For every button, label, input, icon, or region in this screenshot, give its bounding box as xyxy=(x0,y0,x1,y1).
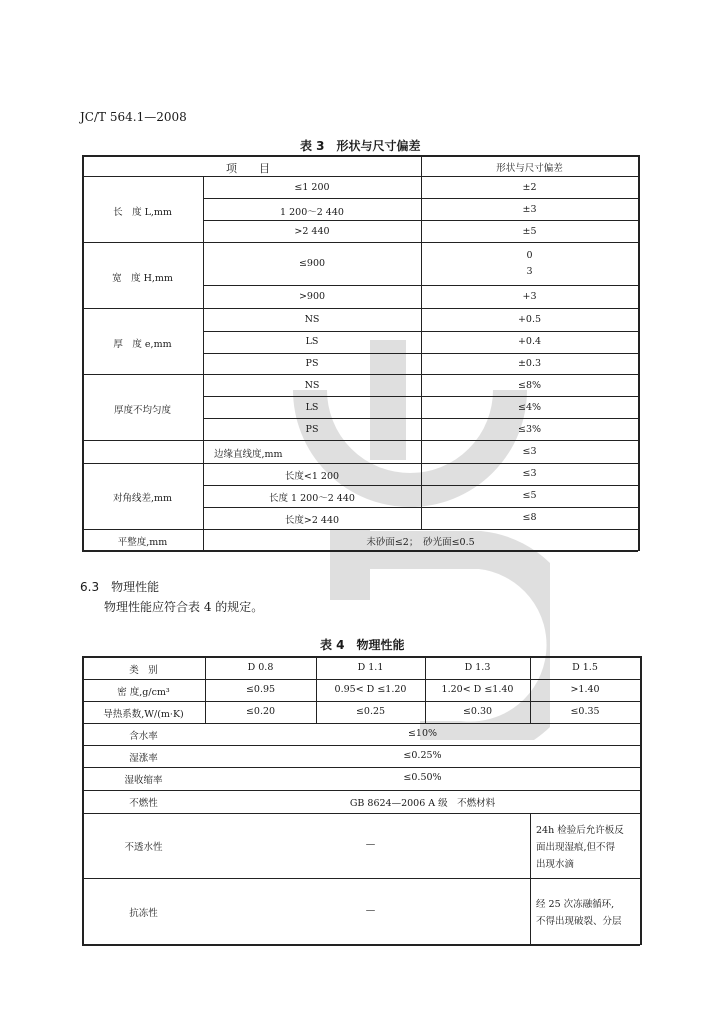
thermal-d11: ≤0.25 xyxy=(355,706,386,717)
diagonal-r2-value: ≤5 xyxy=(522,490,537,501)
nonflammable-label: 不燃性 xyxy=(129,798,158,809)
width-r1-value-top: 0 xyxy=(526,250,533,261)
edge-value: ≤3 xyxy=(522,446,537,457)
table3-head-dev: 形状与尺寸偏差 xyxy=(496,163,563,174)
uneven-ps: PS xyxy=(305,424,319,435)
table4-head-d13: D 1.3 xyxy=(464,662,491,673)
density-d08: ≤0.95 xyxy=(245,684,276,695)
frost-req-1: 经 25 次冻融循环, xyxy=(536,899,615,910)
thickness-ps-value: ±0.3 xyxy=(517,358,542,369)
diagonal-label: 对角线差,mm xyxy=(112,493,173,504)
impermeability-req-3: 出现水滴 xyxy=(536,859,575,870)
length-r3: >2 440 xyxy=(294,226,330,237)
section-heading: 6.3 物理性能 xyxy=(80,580,160,594)
length-r3-value: ±5 xyxy=(522,226,537,237)
thermal-d13: ≤0.30 xyxy=(462,706,493,717)
density-d13: 1.20< D ≤1.40 xyxy=(441,684,514,695)
table4-head-category: 类 别 xyxy=(129,665,158,676)
uneven-ls: LS xyxy=(305,402,319,413)
table4-title: 表 4 物理性能 xyxy=(320,638,405,652)
moisture-label: 含水率 xyxy=(129,731,158,742)
thickness-ls: LS xyxy=(305,336,319,347)
thickness-ls-value: +0.4 xyxy=(517,336,542,347)
frost-req-2: 不得出现破裂、分层 xyxy=(536,916,622,927)
thermal-label: 导热系数,W/(m·K) xyxy=(103,709,184,720)
flatness-value: 未砂面≤2； 砂光面≤0.5 xyxy=(366,537,475,548)
thermal-d08: ≤0.20 xyxy=(245,706,276,717)
diagonal-r1-value: ≤3 xyxy=(522,468,537,479)
thickness-ns: NS xyxy=(304,314,320,325)
width-label: 宽 度 H,mm xyxy=(112,273,173,284)
thickness-ns-value: +0.5 xyxy=(517,314,542,325)
density-d15: >1.40 xyxy=(570,684,600,695)
section-body: 物理性能应符合表 4 的规定。 xyxy=(104,600,264,614)
diagonal-r2: 长度 1 200～2 440 xyxy=(269,493,355,504)
length-r2-value: ±3 xyxy=(522,204,537,215)
thermal-d15: ≤0.35 xyxy=(570,706,600,717)
wet-expansion-label: 湿涨率 xyxy=(129,753,158,764)
length-r1-value: ±2 xyxy=(522,182,537,193)
impermeability-req-1: 24h 检验后允许板反 xyxy=(536,825,624,836)
standard-id: JC/T 564.1—2008 xyxy=(80,110,187,124)
edge-label: 边缘直线度,mm xyxy=(214,449,283,460)
impermeability-req-2: 面出现湿痕,但不得 xyxy=(536,842,616,853)
thickness-ps: PS xyxy=(305,358,319,369)
table4-head-d15: D 1.5 xyxy=(572,662,598,673)
table3-head-item: 项 目 xyxy=(226,162,270,175)
uneven-ns-value: ≤8% xyxy=(517,380,542,391)
width-r2-value: +3 xyxy=(522,291,537,302)
uneven-ns: NS xyxy=(304,380,320,391)
diagonal-r3: 长度>2 440 xyxy=(284,515,340,526)
wet-expansion-value: ≤0.25% xyxy=(403,750,442,761)
shrinkage-value: ≤0.50% xyxy=(403,772,442,783)
frost-label: 抗冻性 xyxy=(129,908,158,919)
width-r1-value-bottom: 3 xyxy=(526,266,533,277)
width-r1: ≤900 xyxy=(298,258,326,269)
diagonal-r3-value: ≤8 xyxy=(522,512,537,523)
shrinkage-label: 湿收缩率 xyxy=(124,775,163,786)
thickness-label: 厚 度 e,mm xyxy=(113,339,172,350)
moisture-value: ≤10% xyxy=(407,728,438,739)
density-label: 密 度,g/cm³ xyxy=(117,687,170,698)
density-d11: 0.95< D ≤1.20 xyxy=(334,684,407,695)
impermeability-label: 不透水性 xyxy=(124,842,163,853)
length-r2: 1 200～2 440 xyxy=(280,207,344,218)
frost-dash: — xyxy=(365,905,376,916)
flatness-label: 平整度,mm xyxy=(117,537,168,548)
width-r2: >900 xyxy=(298,291,326,302)
table4-head-d08: D 0.8 xyxy=(247,662,274,673)
diagonal-r1: 长度<1 200 xyxy=(284,471,340,482)
uneven-ps-value: ≤3% xyxy=(517,424,542,435)
table3-title: 表 3 形状与尺寸偏差 xyxy=(300,139,421,153)
length-r1: ≤1 200 xyxy=(294,182,330,193)
uneven-label: 厚度不均匀度 xyxy=(113,405,171,416)
impermeability-dash: — xyxy=(365,839,376,850)
table4-head-d11: D 1.1 xyxy=(357,662,384,673)
uneven-ls-value: ≤4% xyxy=(517,402,542,413)
length-label: 长 度 L,mm xyxy=(113,207,172,218)
nonflammable-value: GB 8624—2006 A 级 不燃材料 xyxy=(349,798,496,809)
